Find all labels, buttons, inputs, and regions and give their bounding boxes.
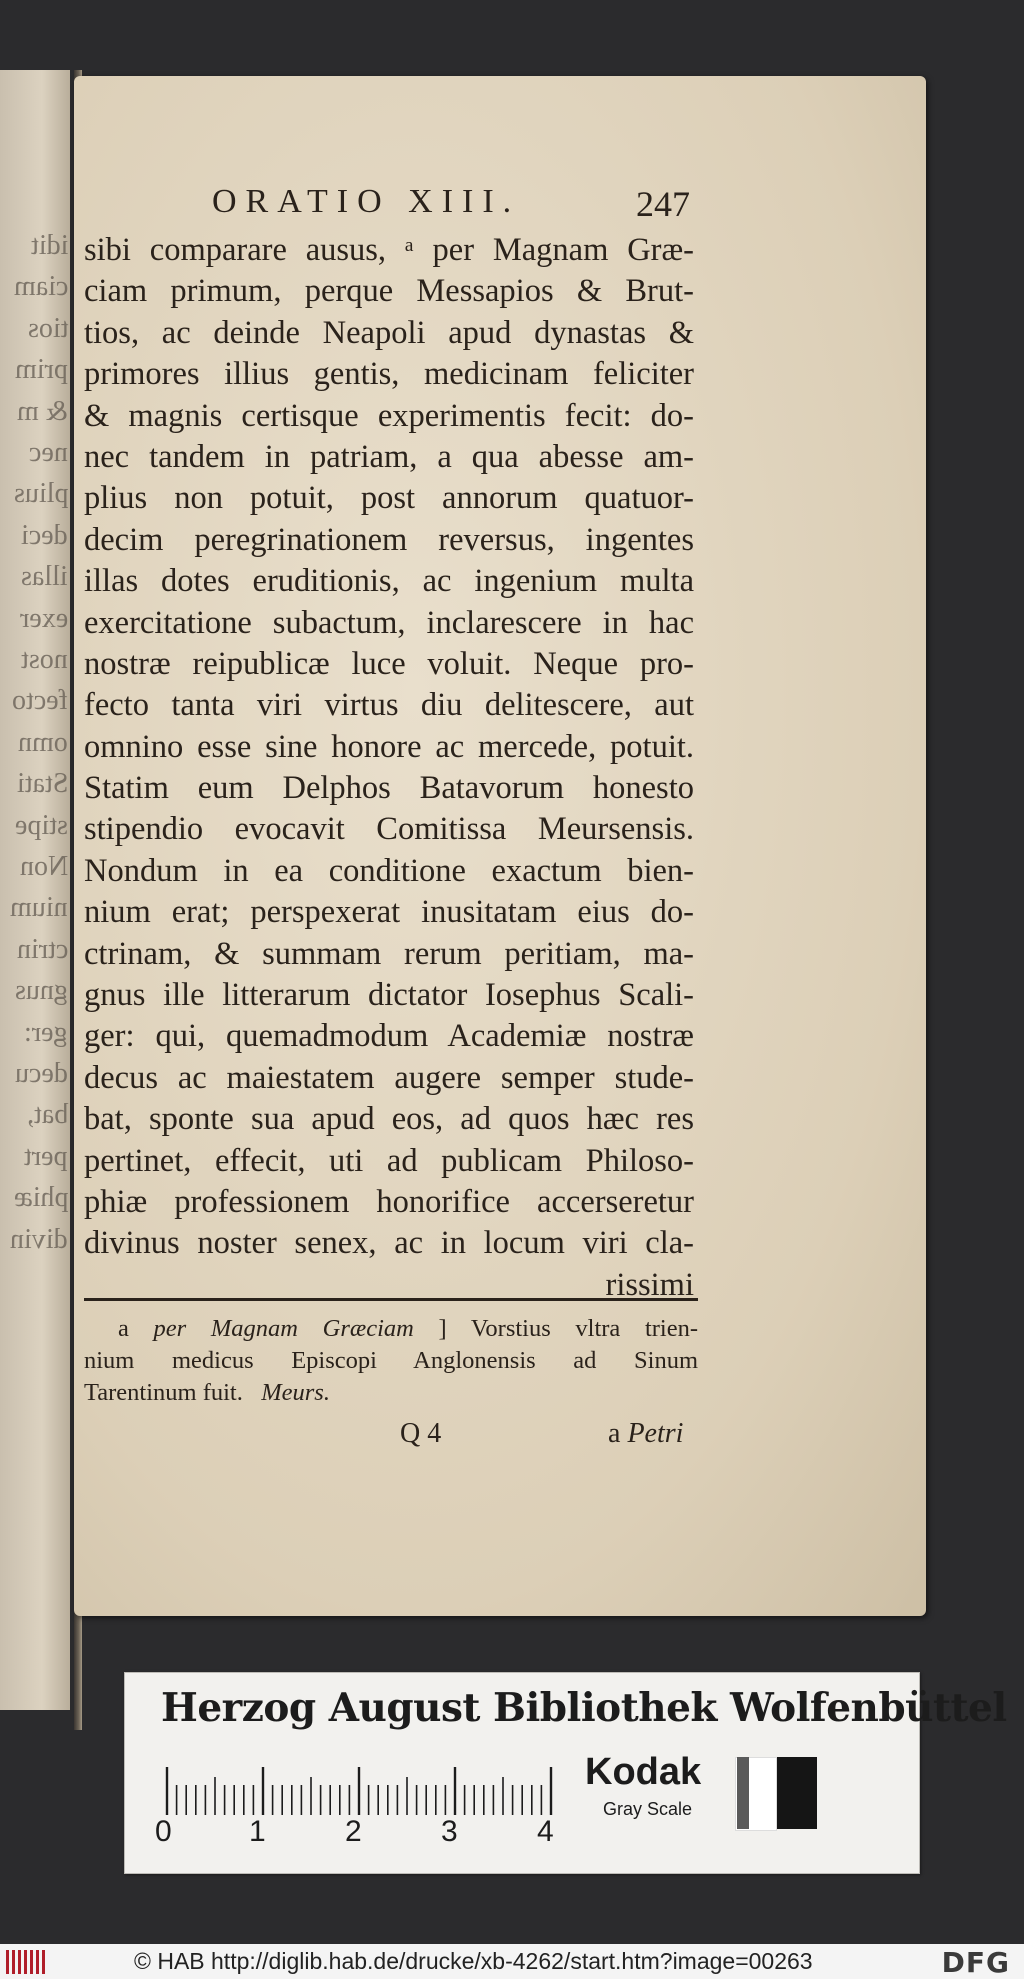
footnote-line-2: nium medicus Episcopi Anglonensis ad Sinum [84, 1347, 698, 1374]
facing-page-fragment: divin [10, 1223, 68, 1255]
footnote-line-3 [84, 1377, 698, 1409]
footnote-line-1 [84, 1313, 698, 1345]
footer-bar [0, 1944, 1024, 1979]
footnote-marker: a [118, 1315, 129, 1342]
facing-page-fragment: plius [13, 478, 68, 510]
ruler-digit: 3 [441, 1815, 458, 1848]
body-line: decus ac maiestatem augere semper stude- [84, 1059, 694, 1096]
body-line-catch: rissimi [605, 1266, 694, 1303]
facing-page-fragment: nec [29, 437, 68, 468]
body-line: nium erat; perspexerat inusitatam eius do- [84, 894, 694, 931]
body-line: ger: qui, quemadmodum Academiæ nostræ [84, 1018, 694, 1055]
footnote-text-1: ] Vorstius vltra trien- [438, 1315, 699, 1342]
body-line: illas dotes eruditionis, ac ingenium multa [84, 563, 694, 600]
footnote-text-3: Tarentinum fuit. [84, 1379, 243, 1406]
body-line: exercitatione subactum, inclarescere in hac [84, 604, 694, 641]
facing-page-edge [0, 70, 70, 1710]
body-line: ciam primum, perque Messapios & Brut- [84, 273, 694, 310]
body-line: primores illius gentis, medicinam feliciter [84, 356, 694, 393]
facing-page-fragment: ciam [13, 271, 68, 303]
page-number: 247 [636, 184, 690, 224]
ruler-digit: 2 [345, 1815, 362, 1848]
body-line: omnino esse sine honore ac mercede, potuit. [84, 728, 694, 765]
facing-page-fragment: deci [21, 519, 68, 551]
facing-page-fragment: & m [17, 395, 68, 427]
body-line: ctrinam, & summam rerum peritiam, ma- [84, 935, 694, 972]
facing-page-fragment: Non [19, 851, 68, 882]
body-line: sibi comparare ausus, ᵃ per Magnam Græ- [84, 232, 694, 268]
footnote-rule [84, 1298, 698, 1301]
facing-page-fragment: exer [19, 602, 68, 634]
footnote [84, 1313, 698, 1409]
facing-page-fragment: ctrin [16, 933, 68, 965]
body-line: nostræ reipublicæ luce voluit. Neque pro- [84, 645, 694, 682]
facing-page-fragment: nium [10, 892, 68, 924]
body-line: stipendio evocavit Comitissa Meursensis. [84, 811, 694, 848]
kodak-logo: Kodak [585, 1751, 702, 1793]
body-line: decim peregrinationem reversus, ingentes [84, 521, 694, 558]
facing-page-fragment: tios [27, 312, 68, 344]
facing-page-fragment: stipe [15, 809, 68, 841]
body-line: plius non potuit, post annorum quatuor- [84, 480, 694, 517]
ruler-digits [153, 1815, 593, 1855]
library-name: Herzog August Bibliothek Wolfenbüttel [161, 1685, 1007, 1731]
gray-scale-label: Gray Scale [603, 1799, 693, 1819]
facing-page-fragment: Stati [16, 768, 68, 800]
catchword-word: Petri [627, 1418, 684, 1449]
body-line: divinus noster senex, ac in locum viri cla- [84, 1225, 694, 1262]
running-title: ORATIO XIII. [212, 183, 521, 220]
body-line: pertinet, effecit, uti ad publicam Philoso- [84, 1142, 694, 1179]
body-line: phiæ professionem honorifice accerseretur [84, 1183, 694, 1220]
facing-page-fragment: phiæ [13, 1182, 68, 1214]
facing-page-fragment: pert [24, 1140, 68, 1172]
catchword-marker: a [608, 1418, 621, 1449]
body-line: gnus ille litterarum dictator Iosephus Scali- [84, 977, 694, 1014]
footnote-lemma: per Magnam Græciam [153, 1315, 414, 1342]
dfg-logo: DFG [941, 1946, 1010, 1979]
body-line: tios, ac deinde Neapoli apud dynastas & [84, 314, 694, 351]
catchword [608, 1418, 683, 1450]
facing-page-fragment: gnus [15, 975, 68, 1007]
black-patch [777, 1757, 817, 1829]
ruler-digit: 0 [155, 1815, 172, 1848]
ruler-digit: 4 [537, 1815, 554, 1848]
color-scale-card [124, 1672, 1007, 1874]
body-line: Nondum in ea conditione exactum bien- [84, 852, 694, 889]
footnote-source: Meurs. [261, 1379, 330, 1406]
body-line: Statim eum Delphos Batavorum honesto [84, 770, 694, 807]
facing-page-fragment: idit [30, 230, 68, 261]
grey-patch [737, 1757, 749, 1829]
body-line: nec tandem in patriam, a qua abesse am- [84, 438, 694, 475]
body-text [84, 230, 694, 1306]
facing-page-fragment: omn [18, 726, 68, 758]
hab-barcode-icon [6, 1950, 48, 1974]
body-line: bat, sponte sua apud eos, ad quos hæc res [84, 1101, 694, 1138]
facing-page-fragment: bat, [26, 1099, 68, 1131]
source-credit-link[interactable]: © HAB http://diglib.hab.de/drucke/xb-4262/start.htm?image=00263 [134, 1948, 813, 1974]
facing-page-fragment: fecto [12, 685, 68, 717]
facing-page-fragment: decu [15, 1058, 68, 1089]
signature-mark: Q 4 [400, 1418, 442, 1449]
ruler-digit: 1 [249, 1815, 266, 1848]
body-line: & magnis certisque experimentis fecit: do- [84, 397, 694, 434]
facing-page-fragment: illas [21, 561, 68, 593]
facing-page-fragment: nost [21, 644, 68, 675]
facing-page-fragment: prim [15, 354, 68, 386]
facing-page-fragment: ger: [24, 1016, 68, 1048]
body-line: fecto tanta viri virtus diu delitescere, aut [84, 687, 694, 724]
